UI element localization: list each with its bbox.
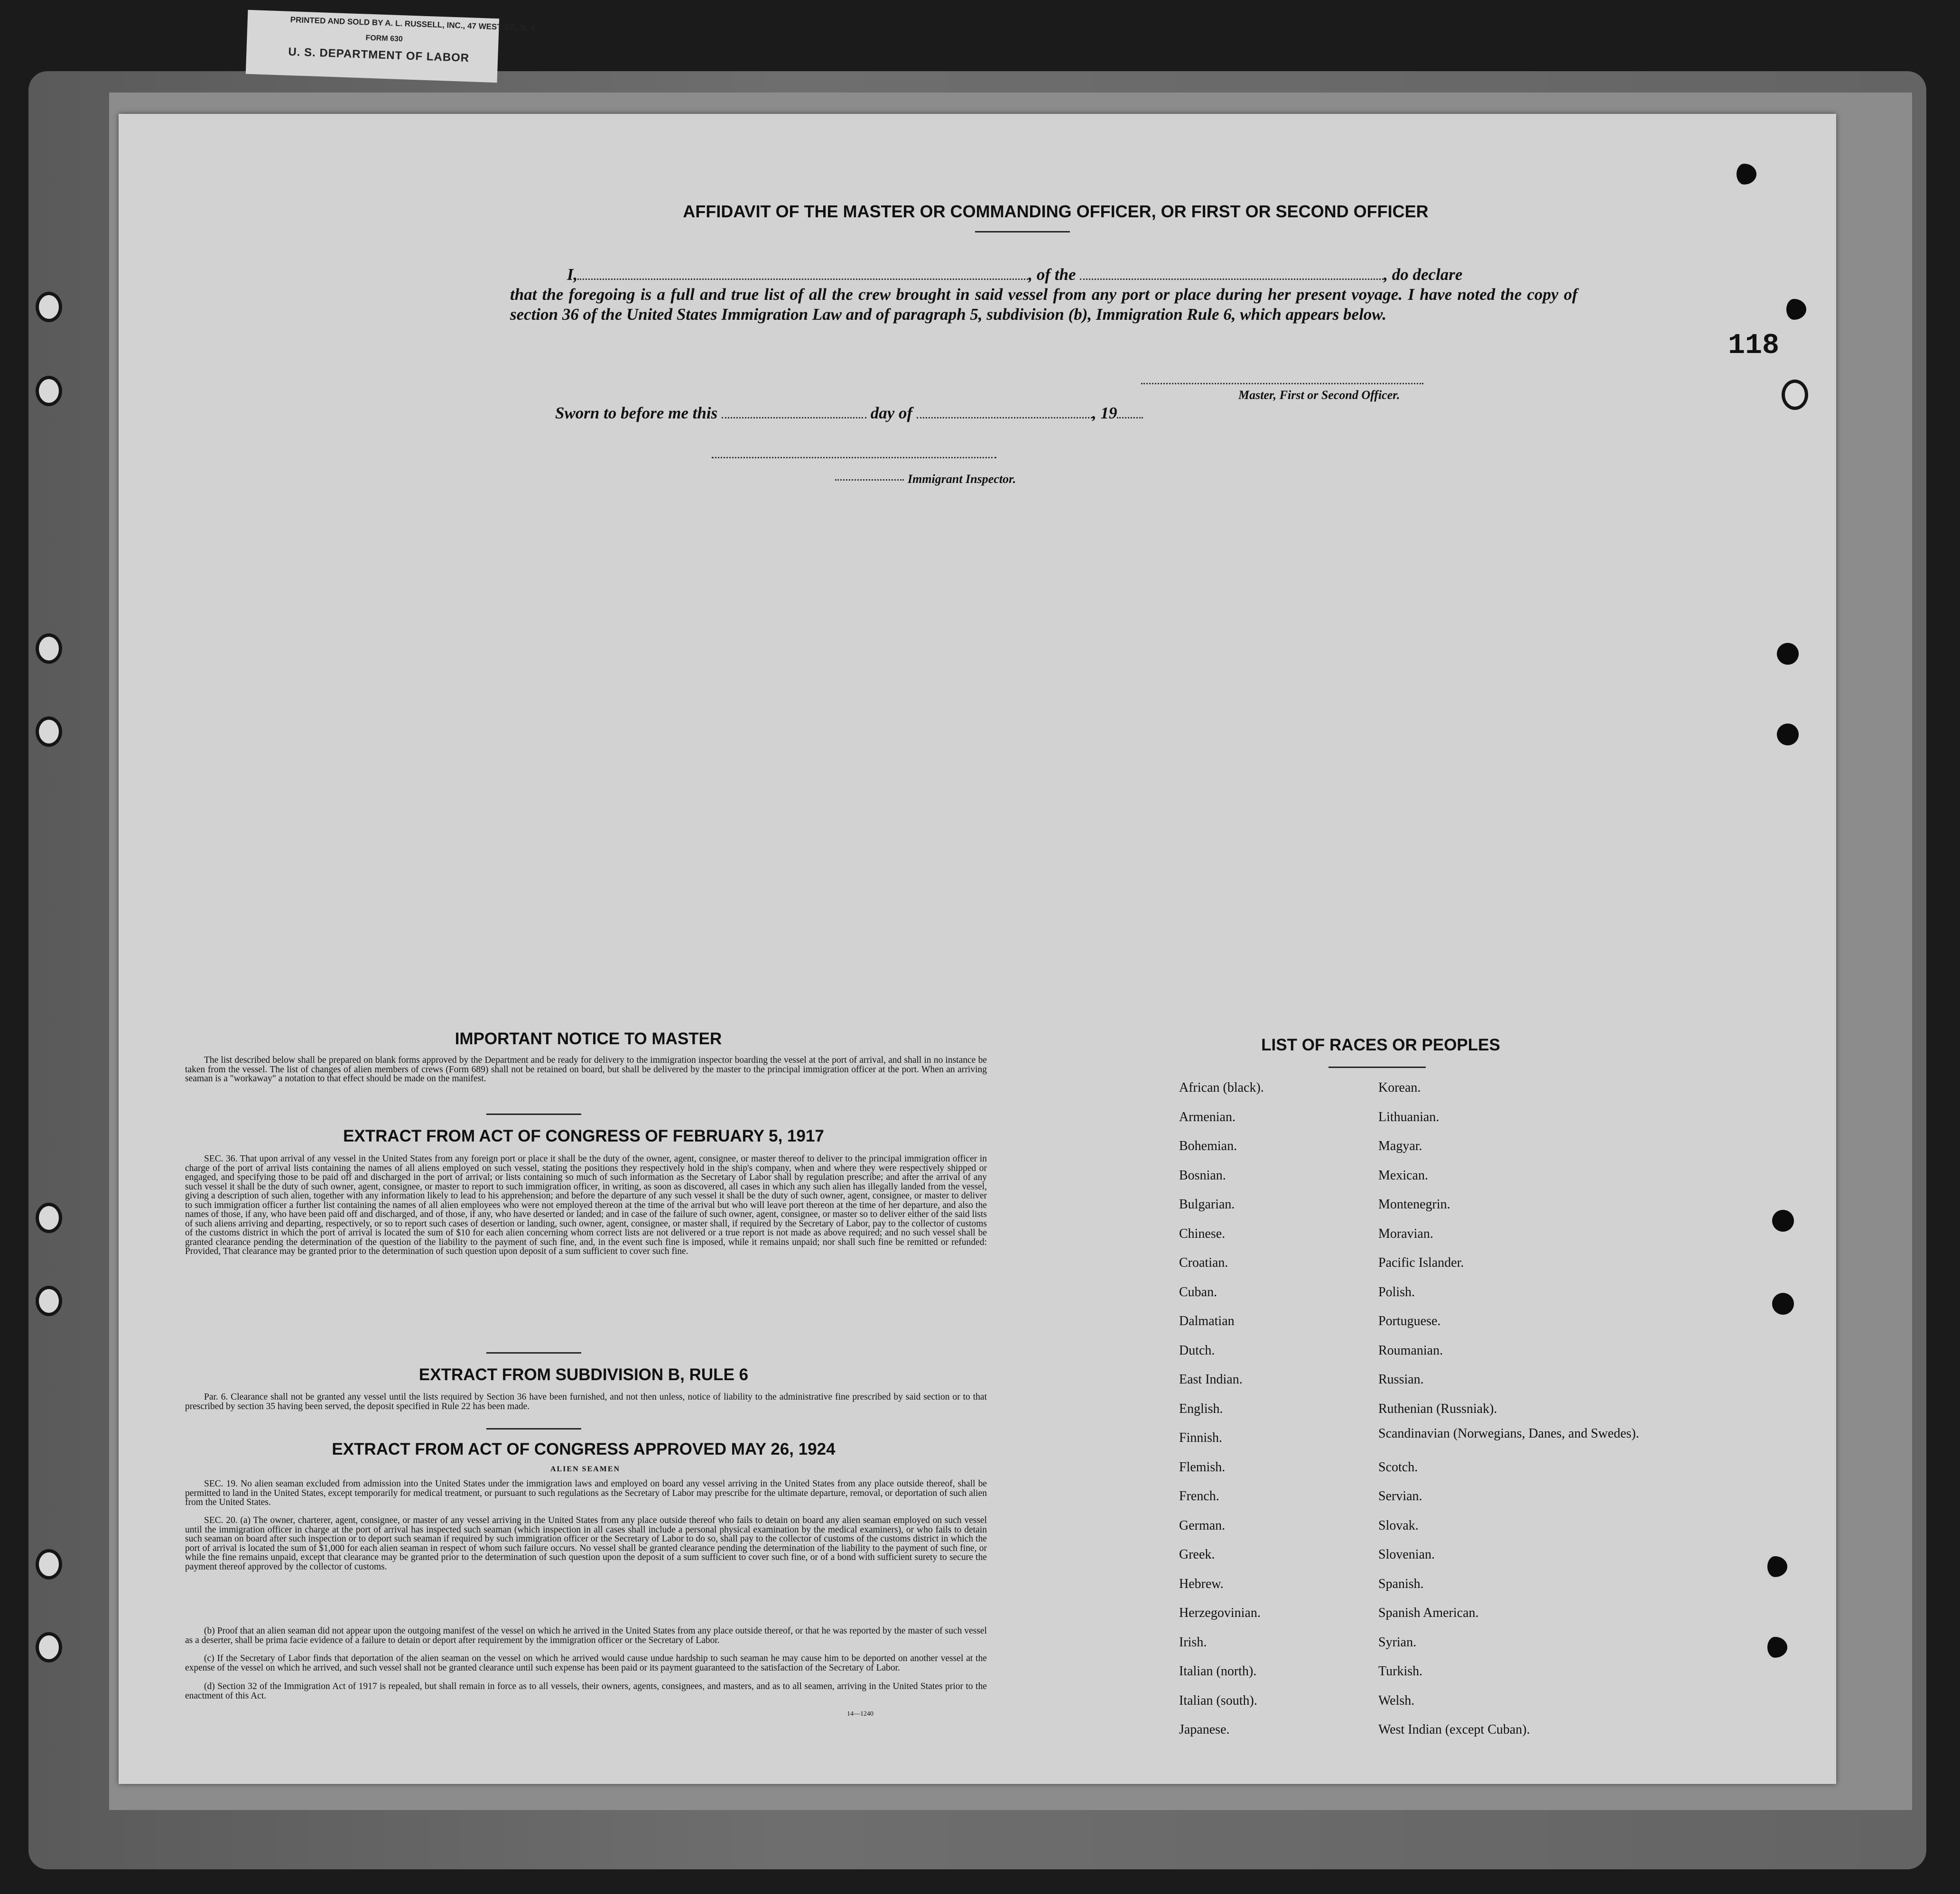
race-entry: Irish. xyxy=(1179,1634,1207,1650)
race-entry: Greek. xyxy=(1179,1547,1215,1562)
binder-hole xyxy=(36,633,62,664)
race-entry: Bohemian. xyxy=(1179,1139,1237,1153)
sworn-day-field[interactable] xyxy=(722,408,866,418)
race-entry: Syrian. xyxy=(1378,1634,1417,1650)
page-number: 118 xyxy=(1728,330,1779,362)
sec20d-text: (d) Section 32 of the Immigration Act of 1917 is repealed, but shall remain in force as to all vessels, their owners, agents, consignees, and masters, and as to all seamen, arriving in the United States prior to the enactment of this Act. xyxy=(185,1681,987,1701)
race-entry: Lithuanian. xyxy=(1378,1109,1440,1124)
race-entry: Korean. xyxy=(1378,1080,1421,1095)
binder-hole xyxy=(1777,643,1799,665)
master-signature-label: Master, First or Second Officer. xyxy=(1238,388,1400,402)
race-entry: French. xyxy=(1179,1489,1219,1504)
sec20a-text: SEC. 20. (a) The owner, charterer, agent, consignee, or master of any vessel arriving in the United States from any place outside thereof who fails to detain on board any alien seaman employed on such vessel until the immigration officer in charge at the port of arrival has inspected such seaman (which inspection in all cases shall include a personal physical examination by the medical examiners), or who fails to detain such seaman on board after such inspection or to deport such seaman if required by such immigration officer or the Secretary of Labor to do so, shall pay to the collector of customs of the customs district in which the port of arrival is located the sum of $1,000 for each alien seaman in respect of whom such failure occurs. No vessel shall be granted clearance pending the determination of the liability to the payment of such fine, or while the fine remains unpaid, except that clearance may be granted prior to the determination of such question upon the deposit of a sum sufficient to cover such fine, or of a bond with sufficient surety to secure the payment thereof approved by the collector of customs. xyxy=(185,1515,987,1572)
race-entry: Spanish American. xyxy=(1378,1606,1479,1620)
binder-hole xyxy=(1782,380,1808,410)
printer-line: PRINTED AND SOLD BY A. L. RUSSELL, INC., 47 WEST ST., N. Y. xyxy=(290,15,538,33)
binder-hole xyxy=(1763,1556,1787,1577)
binder-hole xyxy=(36,1632,62,1662)
race-entry: Mexican. xyxy=(1378,1168,1428,1183)
sworn-line xyxy=(555,403,1143,423)
race-entry: Russian. xyxy=(1378,1372,1424,1387)
extract-rule6-text: Par. 6. Clearance shall not be granted any vessel until the lists required by Section 36 have been furnished, and not then unless, notice of liability to the administrative fine prescribed by said section or to that prescribed by section 35 having been served, the deposit specified in Rule 22 has been made. xyxy=(185,1392,987,1411)
races-left-column xyxy=(1179,1073,1264,1745)
race-entry: Spanish. xyxy=(1378,1576,1424,1591)
affidavit-title: AFFIDAVIT OF THE MASTER OR COMMANDING OFFICER, OR FIRST OR SECOND OFFICER xyxy=(683,202,1429,221)
affidavit-declaration-line xyxy=(557,265,1582,285)
form-code: 14—1240 xyxy=(847,1710,873,1718)
binder-hole xyxy=(36,716,62,747)
race-entry: English. xyxy=(1179,1401,1223,1416)
race-entry: Turkish. xyxy=(1378,1664,1423,1679)
sworn-month-field[interactable] xyxy=(917,408,1092,418)
binder-hole xyxy=(36,1286,62,1316)
notice-text: The list described below shall be prepared on blank forms approved by the Department and be ready for delivery to the immigration inspector boarding the vessel at the port of arrival, and shall in no instance be taken from the vessel. The list of changes of alien members of crews (Form 689) shall not be retained on board, but shall be delivered by the master to the principal immigration officer at the port. When an arriving seaman is a "workaway" a notation to that effect should be made on the manifest. xyxy=(185,1055,987,1084)
extract-1917-title: EXTRACT FROM ACT OF CONGRESS OF FEBRUARY 5, 1917 xyxy=(343,1127,824,1145)
race-entry: German. xyxy=(1179,1518,1226,1533)
manifest-page xyxy=(119,114,1836,1784)
extract-1924-title: EXTRACT FROM ACT OF CONGRESS APPROVED MAY 26, 1924 xyxy=(332,1440,836,1458)
binder-hole xyxy=(1772,1293,1794,1315)
race-entry: Finnish. xyxy=(1179,1430,1223,1445)
inspector-signature-line[interactable] xyxy=(712,457,996,458)
form-number: FORM 630 xyxy=(365,34,403,44)
races-title: LIST OF RACES OR PEOPLES xyxy=(1261,1036,1500,1054)
race-entry: Chinese. xyxy=(1179,1226,1226,1241)
race-entry: Bulgarian. xyxy=(1179,1197,1235,1212)
race-entry: Ruthenian (Russniak). xyxy=(1378,1401,1497,1416)
name-field[interactable] xyxy=(577,269,1028,280)
race-entry: Cuban. xyxy=(1179,1284,1217,1300)
binder-hole xyxy=(1772,1210,1794,1232)
race-entry: Roumanian. xyxy=(1378,1343,1443,1358)
do-declare-label: , do declare xyxy=(1384,265,1463,284)
notice-rule xyxy=(486,1114,581,1115)
sec20b-text: (b) Proof that an alien seaman did not appear upon the outgoing manifest of the vessel on which he arrived in the United States from any place outside thereof, or that he was reported by the master of such vessel as a deserter, shall be prima facie evidence of a failure to detain or deport after requirement by the immigration officer or the Secretary of Labor. xyxy=(185,1626,987,1645)
master-signature-line[interactable] xyxy=(1141,383,1423,384)
race-entry: Armenian. xyxy=(1179,1109,1235,1124)
alien-seamen-subtitle: ALIEN SEAMEN xyxy=(550,1465,621,1473)
race-entry: Polish. xyxy=(1378,1284,1415,1300)
race-entry: Hebrew. xyxy=(1179,1576,1224,1591)
race-entry: Scotch. xyxy=(1378,1459,1418,1475)
i-label: I, xyxy=(567,265,578,284)
extract-rule6-title: EXTRACT FROM SUBDIVISION B, RULE 6 xyxy=(418,1365,749,1384)
of-the-label: , of the xyxy=(1028,265,1076,284)
race-entry: Italian (south). xyxy=(1179,1693,1257,1708)
binder-hole xyxy=(1732,164,1756,185)
day-of-label: day of xyxy=(870,404,913,422)
extract-rule6-rule xyxy=(486,1428,581,1430)
race-entry: Flemish. xyxy=(1179,1459,1226,1475)
race-entry: Montenegrin. xyxy=(1378,1197,1450,1212)
binder-hole xyxy=(36,1549,62,1579)
race-entry: Bosnian. xyxy=(1179,1168,1226,1183)
binder-hole xyxy=(36,1203,62,1233)
extract-1917-text: SEC. 36. That upon arrival of any vessel in the United States from any foreign port or place it shall be the duty of the owner, agent, consignee, or master thereof to deliver to the principal immigration officer in charge of the port of arrival lists containing the names of all aliens employed on such vessel, stating the positions they respectively hold in the ship's company, when and where they were respectively shipped or engaged, and specifying those to be paid off and discharged in the port of arrival; or lists containing so much of such information as the Secretary of Labor shall by regulation prescribe; and after the arrival of any such vessel it shall be the duty of such owner, agent, consignee, or master to report to such immigration officer, in writing, as soon as discovered, all cases in which any such alien has illegally landed from the vessel, giving a description of such alien, together with any information likely to lead to his apprehension; and before the departure of any such vessel it shall be the duty of such owner, agent, consignee, or master to deliver to such immigration officer a further list containing the names of all alien employees who were not employed thereon at the time of the arrival but who will leave port thereon at the time of her departure, and also the names of those, if any, who have been paid off and discharged, and of those, if any, who have deserted or landed; and in case of the failure of such owner, agent, consignee, or master so to deliver either of the said lists of such aliens arriving and departing, respectively, or so to report such cases of desertion or landing, such owner, agent, consignee, or master shall, if required by the Secretary of Labor, pay to the collector of customs of the customs district in which the port of arrival is located the sum of $10 for each alien concerning whom correct lists are not delivered or a true report is not made as above required; and no such vessel shall be granted clearance pending the determination of the question of the liability to the payment of such fine, and, in the event such fine is imposed, while it remains unpaid; nor shall such fine be remitted or refunded: Provided, That clearance may be granted prior to the determination of such question upon deposit of a sum sufficient to cover such fine. xyxy=(185,1154,987,1256)
race-entry: Servian. xyxy=(1378,1489,1422,1504)
race-entry: Herzegovinian. xyxy=(1179,1606,1261,1620)
binder-hole xyxy=(36,292,62,322)
sec19-text: SEC. 19. No alien seaman excluded from admission into the United States under the immigration laws and employed on board any vessel arriving in the United States from any place outside thereof, shall be permitted to land in the United States, except temporarily for medical treatment, or pursuant to such regulations as the Secretary of Labor may prescribe for the ultimate departure, removal, or deportation of such alien from the United States. xyxy=(185,1479,987,1507)
sec20c-text: (c) If the Secretary of Labor finds that deportation of the alien seaman on the vessel on which he arrived would cause undue hardship to such seaman he may cause him to be deported on another vessel at the expense of the vessel on which he arrived, and such vessel shall not be granted clearance until such expense has been paid or its payment guaranteed to the satisfaction of the Secretary of Labor. xyxy=(185,1653,987,1673)
race-entry: Croatian. xyxy=(1179,1255,1228,1270)
race-entry: West Indian (except Cuban). xyxy=(1378,1722,1530,1737)
race-entry: Portuguese. xyxy=(1378,1314,1441,1328)
binder-hole xyxy=(1782,299,1806,320)
race-entry: Japanese. xyxy=(1179,1722,1230,1737)
race-entry: Moravian. xyxy=(1378,1226,1433,1241)
extract-1917-rule xyxy=(486,1352,581,1354)
binder-hole xyxy=(1777,724,1799,745)
race-entry: Magyar. xyxy=(1378,1139,1422,1153)
races-right-column xyxy=(1378,1073,1639,1745)
race-entry: Dutch. xyxy=(1179,1343,1215,1358)
vessel-field[interactable] xyxy=(1080,269,1384,280)
binder-hole xyxy=(1763,1637,1787,1658)
race-entry: Italian (north). xyxy=(1179,1664,1257,1679)
races-rule xyxy=(1328,1067,1426,1068)
race-entry: East Indian. xyxy=(1179,1372,1243,1387)
race-entry: Slovenian. xyxy=(1378,1547,1435,1562)
affidavit-rule xyxy=(975,231,1070,232)
race-entry: African (black). xyxy=(1179,1080,1264,1095)
race-entry: Slovak. xyxy=(1378,1518,1419,1533)
inspector-short-line xyxy=(835,479,904,481)
sworn-year-field[interactable] xyxy=(1117,408,1143,418)
binder-hole xyxy=(36,376,62,406)
affidavit-body: that the foregoing is a full and true list of all the crew brought in said vessel from any port or place during her present voyage. I have noted the copy of section 36 of the United States Immigration Law and of paragraph 5, subdivision (b), Immigration Rule 6, which appears below. xyxy=(510,285,1578,324)
race-entry: Dalmatian xyxy=(1179,1314,1235,1328)
department-name: U. S. DEPARTMENT OF LABOR xyxy=(288,45,470,65)
sworn-label: Sworn to before me this xyxy=(555,404,718,422)
inspector-label: Immigrant Inspector. xyxy=(908,472,1016,486)
race-entry: Scandinavian (Norwegians, Danes, and Swedes). xyxy=(1378,1426,1639,1441)
race-entry: Welsh. xyxy=(1378,1693,1415,1708)
form-header-slip xyxy=(246,10,538,83)
notice-title: IMPORTANT NOTICE TO MASTER xyxy=(455,1030,722,1048)
race-entry: Pacific Islander. xyxy=(1378,1255,1464,1270)
year-label: , 19 xyxy=(1092,404,1117,422)
